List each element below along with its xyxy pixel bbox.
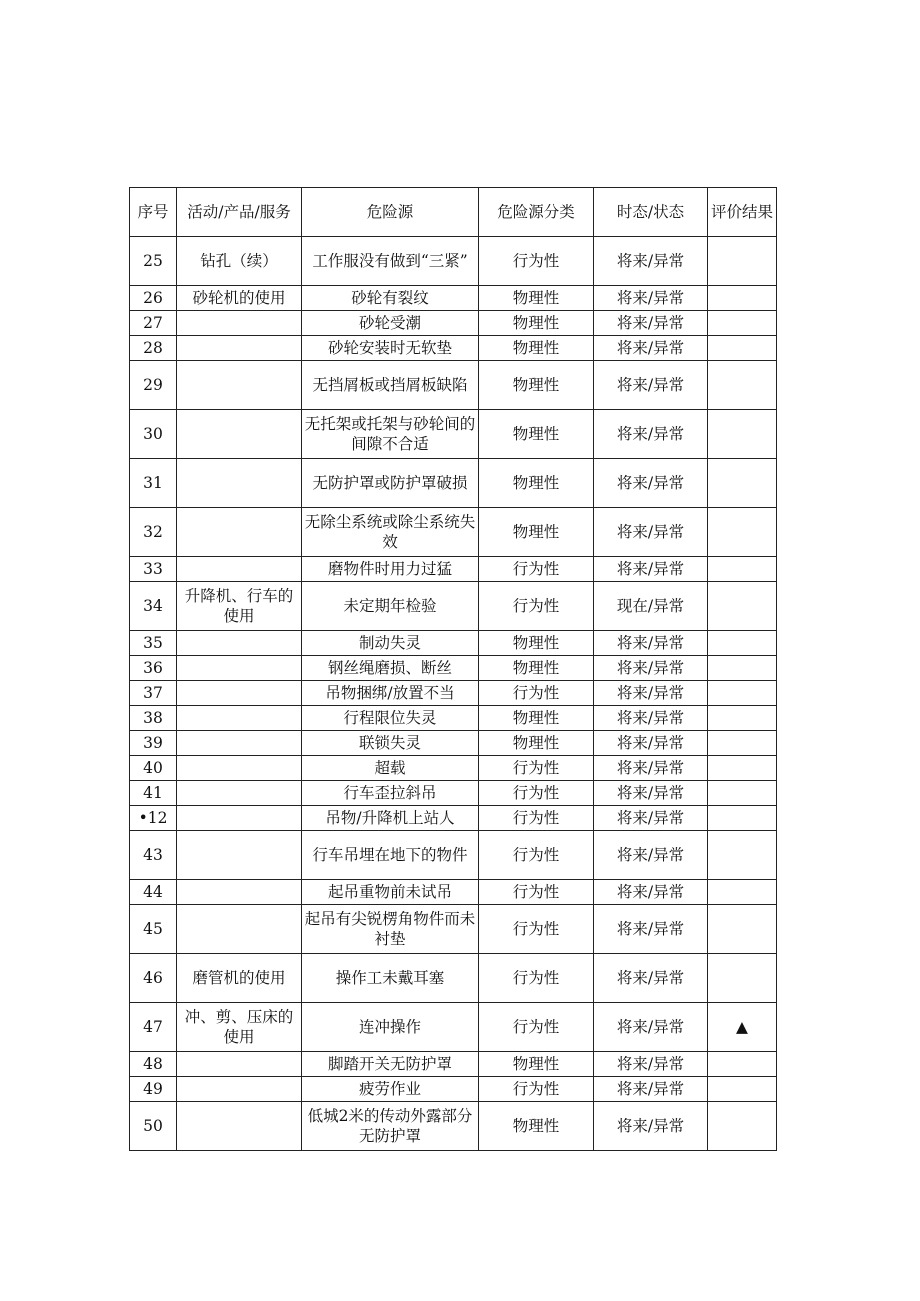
table-body [130, 237, 777, 1151]
table-row [130, 656, 777, 681]
row-hazard: 砂轮有裂纹 [302, 286, 479, 311]
row-hazard: 吊物捆绑/放置不当 [302, 681, 479, 706]
row-state: 将来/异常 [594, 557, 708, 582]
row-state: 将来/异常 [594, 831, 708, 880]
row-state: 将来/异常 [594, 781, 708, 806]
row-category: 物理性 [479, 459, 594, 508]
row-result [708, 361, 777, 410]
row-hazard: 砂轮安装时无软垫 [302, 336, 479, 361]
row-category: 物理性 [479, 631, 594, 656]
row-activity [177, 880, 302, 905]
table-row [130, 1077, 777, 1102]
row-category: 物理性 [479, 1102, 594, 1151]
row-category: 行为性 [479, 237, 594, 286]
table-row [130, 706, 777, 731]
row-result [708, 731, 777, 756]
row-result [708, 681, 777, 706]
row-state: 将来/异常 [594, 954, 708, 1003]
table-row [130, 311, 777, 336]
row-category: 物理性 [479, 361, 594, 410]
row-activity [177, 336, 302, 361]
row-hazard: 低城2米的传动外露部分无防护罩 [302, 1102, 479, 1151]
row-result [708, 1102, 777, 1151]
row-category: 行为性 [479, 1077, 594, 1102]
header-state: 时态/状态 [594, 188, 708, 237]
row-state: 将来/异常 [594, 361, 708, 410]
row-activity [177, 459, 302, 508]
row-activity [177, 831, 302, 880]
row-category: 物理性 [479, 336, 594, 361]
row-number: 25 [130, 237, 177, 286]
row-category: 行为性 [479, 806, 594, 831]
row-hazard: 连冲操作 [302, 1003, 479, 1052]
row-hazard: 磨物件时用力过猛 [302, 557, 479, 582]
table-row [130, 756, 777, 781]
row-state: 将来/异常 [594, 286, 708, 311]
row-hazard: 联锁失灵 [302, 731, 479, 756]
table-row [130, 361, 777, 410]
row-result [708, 311, 777, 336]
table-row [130, 508, 777, 557]
table-row [130, 582, 777, 631]
row-hazard: 钢丝绳磨损、断丝 [302, 656, 479, 681]
row-result [708, 905, 777, 954]
row-state: 将来/异常 [594, 1077, 708, 1102]
table-row [130, 286, 777, 311]
row-result [708, 806, 777, 831]
row-result [708, 508, 777, 557]
row-number: 26 [130, 286, 177, 311]
row-activity: 升降机、行车的使用 [177, 582, 302, 631]
row-result [708, 880, 777, 905]
row-activity [177, 781, 302, 806]
row-activity [177, 1077, 302, 1102]
row-category: 物理性 [479, 656, 594, 681]
row-hazard: 超载 [302, 756, 479, 781]
row-state: 将来/异常 [594, 656, 708, 681]
row-activity [177, 806, 302, 831]
table-row [130, 681, 777, 706]
row-state: 将来/异常 [594, 410, 708, 459]
row-activity [177, 631, 302, 656]
table-header-row [130, 188, 777, 237]
row-activity [177, 681, 302, 706]
row-state: 现在/异常 [594, 582, 708, 631]
row-hazard: 无挡屑板或挡屑板缺陷 [302, 361, 479, 410]
table-row [130, 806, 777, 831]
table-row [130, 1003, 777, 1052]
row-state: 将来/异常 [594, 905, 708, 954]
row-result: ▲ [708, 1003, 777, 1052]
row-state: 将来/异常 [594, 806, 708, 831]
row-activity [177, 731, 302, 756]
row-hazard: 工作服没有做到“三紧” [302, 237, 479, 286]
row-number: 36 [130, 656, 177, 681]
row-result [708, 631, 777, 656]
row-hazard: 起吊重物前未试吊 [302, 880, 479, 905]
row-activity [177, 656, 302, 681]
row-category: 行为性 [479, 781, 594, 806]
row-result [708, 706, 777, 731]
row-category: 行为性 [479, 954, 594, 1003]
row-category: 行为性 [479, 582, 594, 631]
row-activity [177, 756, 302, 781]
table-row [130, 410, 777, 459]
table-row [130, 336, 777, 361]
table-row [130, 831, 777, 880]
row-category: 行为性 [479, 756, 594, 781]
row-result [708, 410, 777, 459]
table-row [130, 1052, 777, 1077]
row-number: 29 [130, 361, 177, 410]
row-number: 46 [130, 954, 177, 1003]
row-result [708, 582, 777, 631]
row-number: 30 [130, 410, 177, 459]
row-category: 行为性 [479, 557, 594, 582]
row-result [708, 1052, 777, 1077]
row-result [708, 656, 777, 681]
row-hazard: 无托架或托架与砂轮间的间隙不合适 [302, 410, 479, 459]
row-hazard: 无防护罩或防护罩破损 [302, 459, 479, 508]
row-result [708, 459, 777, 508]
row-state: 将来/异常 [594, 681, 708, 706]
row-category: 物理性 [479, 1052, 594, 1077]
row-state: 将来/异常 [594, 756, 708, 781]
row-activity: 冲、剪、压床的使用 [177, 1003, 302, 1052]
row-activity: 钻孔（续） [177, 237, 302, 286]
table-row [130, 237, 777, 286]
row-category: 行为性 [479, 1003, 594, 1052]
row-result [708, 756, 777, 781]
table-row [130, 954, 777, 1003]
row-hazard: 无除尘系统或除尘系统失效 [302, 508, 479, 557]
row-activity [177, 1052, 302, 1077]
row-hazard: 疲劳作业 [302, 1077, 479, 1102]
row-number: 49 [130, 1077, 177, 1102]
row-state: 将来/异常 [594, 508, 708, 557]
row-number: 40 [130, 756, 177, 781]
row-category: 物理性 [479, 286, 594, 311]
row-state: 将来/异常 [594, 731, 708, 756]
table-row [130, 731, 777, 756]
header-no: 序号 [130, 188, 177, 237]
row-activity [177, 311, 302, 336]
row-result [708, 557, 777, 582]
header-activity: 活动/产品/服务 [177, 188, 302, 237]
hazard-table [129, 187, 777, 1151]
row-state: 将来/异常 [594, 706, 708, 731]
row-category: 物理性 [479, 706, 594, 731]
row-number: 41 [130, 781, 177, 806]
row-state: 将来/异常 [594, 1003, 708, 1052]
row-activity [177, 508, 302, 557]
row-hazard: 行程限位失灵 [302, 706, 479, 731]
table-row [130, 781, 777, 806]
row-hazard: 制动失灵 [302, 631, 479, 656]
row-category: 物理性 [479, 410, 594, 459]
row-activity [177, 1102, 302, 1151]
table-row [130, 557, 777, 582]
row-hazard: 操作工未戴耳塞 [302, 954, 479, 1003]
row-result [708, 1077, 777, 1102]
row-category: 物理性 [479, 731, 594, 756]
header-result: 评价结果 [708, 188, 777, 237]
row-state: 将来/异常 [594, 880, 708, 905]
row-hazard: 吊物/升降机上站人 [302, 806, 479, 831]
row-activity: 砂轮机的使用 [177, 286, 302, 311]
table-row [130, 459, 777, 508]
row-category: 物理性 [479, 508, 594, 557]
row-state: 将来/异常 [594, 1102, 708, 1151]
row-state: 将来/异常 [594, 459, 708, 508]
row-category: 物理性 [479, 311, 594, 336]
row-number: 38 [130, 706, 177, 731]
row-number: 33 [130, 557, 177, 582]
row-result [708, 781, 777, 806]
row-number: 27 [130, 311, 177, 336]
row-category: 行为性 [479, 880, 594, 905]
row-result [708, 831, 777, 880]
row-number: 37 [130, 681, 177, 706]
row-number: 31 [130, 459, 177, 508]
row-number: 35 [130, 631, 177, 656]
row-hazard: 行车歪拉斜吊 [302, 781, 479, 806]
row-number: 32 [130, 508, 177, 557]
row-state: 将来/异常 [594, 631, 708, 656]
table-row [130, 1102, 777, 1151]
row-number: 44 [130, 880, 177, 905]
row-number: 45 [130, 905, 177, 954]
row-category: 行为性 [479, 831, 594, 880]
row-activity [177, 361, 302, 410]
row-number: 43 [130, 831, 177, 880]
row-state: 将来/异常 [594, 336, 708, 361]
row-activity: 磨管机的使用 [177, 954, 302, 1003]
row-hazard: 砂轮受潮 [302, 311, 479, 336]
row-activity [177, 557, 302, 582]
row-result [708, 286, 777, 311]
row-result [708, 237, 777, 286]
row-number: 28 [130, 336, 177, 361]
row-hazard: 起吊有尖锐楞角物件而未衬垫 [302, 905, 479, 954]
row-number: 47 [130, 1003, 177, 1052]
row-category: 行为性 [479, 905, 594, 954]
row-activity [177, 410, 302, 459]
row-hazard: 行车吊埋在地下的物件 [302, 831, 479, 880]
row-state: 将来/异常 [594, 237, 708, 286]
row-number: 50 [130, 1102, 177, 1151]
row-state: 将来/异常 [594, 1052, 708, 1077]
table-row [130, 631, 777, 656]
row-state: 将来/异常 [594, 311, 708, 336]
row-result [708, 336, 777, 361]
table-row [130, 880, 777, 905]
row-number: 48 [130, 1052, 177, 1077]
row-result [708, 954, 777, 1003]
header-hazard: 危险源 [302, 188, 479, 237]
row-category: 行为性 [479, 681, 594, 706]
row-activity [177, 706, 302, 731]
table-row [130, 905, 777, 954]
row-number: •12 [130, 806, 177, 831]
row-hazard: 未定期年检验 [302, 582, 479, 631]
row-number: 39 [130, 731, 177, 756]
row-number: 34 [130, 582, 177, 631]
row-hazard: 脚踏开关无防护罩 [302, 1052, 479, 1077]
header-category: 危险源分类 [479, 188, 594, 237]
row-activity [177, 905, 302, 954]
